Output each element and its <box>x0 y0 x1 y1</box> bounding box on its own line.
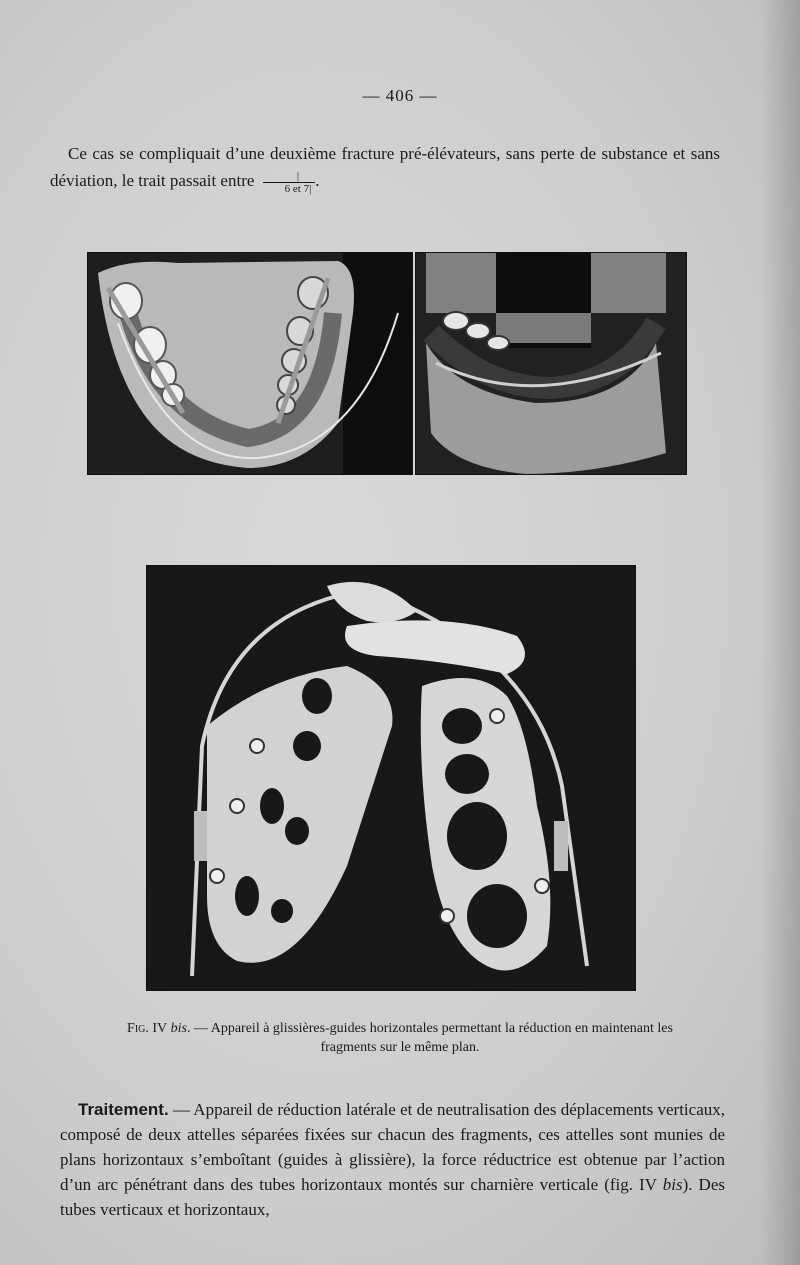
treatment-paragraph <box>60 1097 725 1222</box>
intro-paragraph-text: Ce cas se compliquait d’une deuxième fracture pré-élévateurs, sans perte de substance et sans déviation, le trait passait entre <box>50 144 720 190</box>
treatment-text-part2: ). Des tubes verticaux et horizontaux, <box>60 1175 725 1219</box>
treatment-text-part1: — Appareil de réduction latérale et de neutralisation des déplacements verticaux, composé de deux attelles séparées fixées sur chacun des fragments, ces attelles sont munies de plans horizontaux s’emboîtant (guides à glissière), la force réductrice est obtenue par l’action d’un arc pénétrant dans des tubes horizontaux montés sur charnière verticale (fig. IV <box>60 1100 725 1194</box>
intro-paragraph <box>50 140 720 195</box>
photo-jaw-cast-side-view <box>415 252 687 475</box>
figure-label: Fig. IV <box>127 1021 168 1036</box>
tooth-fraction <box>263 170 316 195</box>
photo-jaw-cast-top-view <box>87 252 413 475</box>
treatment-heading: Traitement. <box>78 1100 169 1119</box>
figure-caption <box>100 1019 700 1057</box>
treatment-text-italic: bis <box>662 1175 683 1194</box>
fraction-denominator: 6 et 7| <box>284 182 312 195</box>
page-number: — 406 — <box>362 86 438 105</box>
intro-paragraph-end: . <box>315 171 320 190</box>
fraction-numerator: | <box>263 170 316 183</box>
page-edge-shadow <box>760 0 800 1265</box>
figure-label-italic: bis <box>170 1021 187 1036</box>
figure-caption-text: . — Appareil à glissières-guides horizontales permettant la réduction en maintenant les fragments sur le même plan. <box>187 1021 673 1055</box>
photo-splint-apparatus <box>146 565 636 991</box>
